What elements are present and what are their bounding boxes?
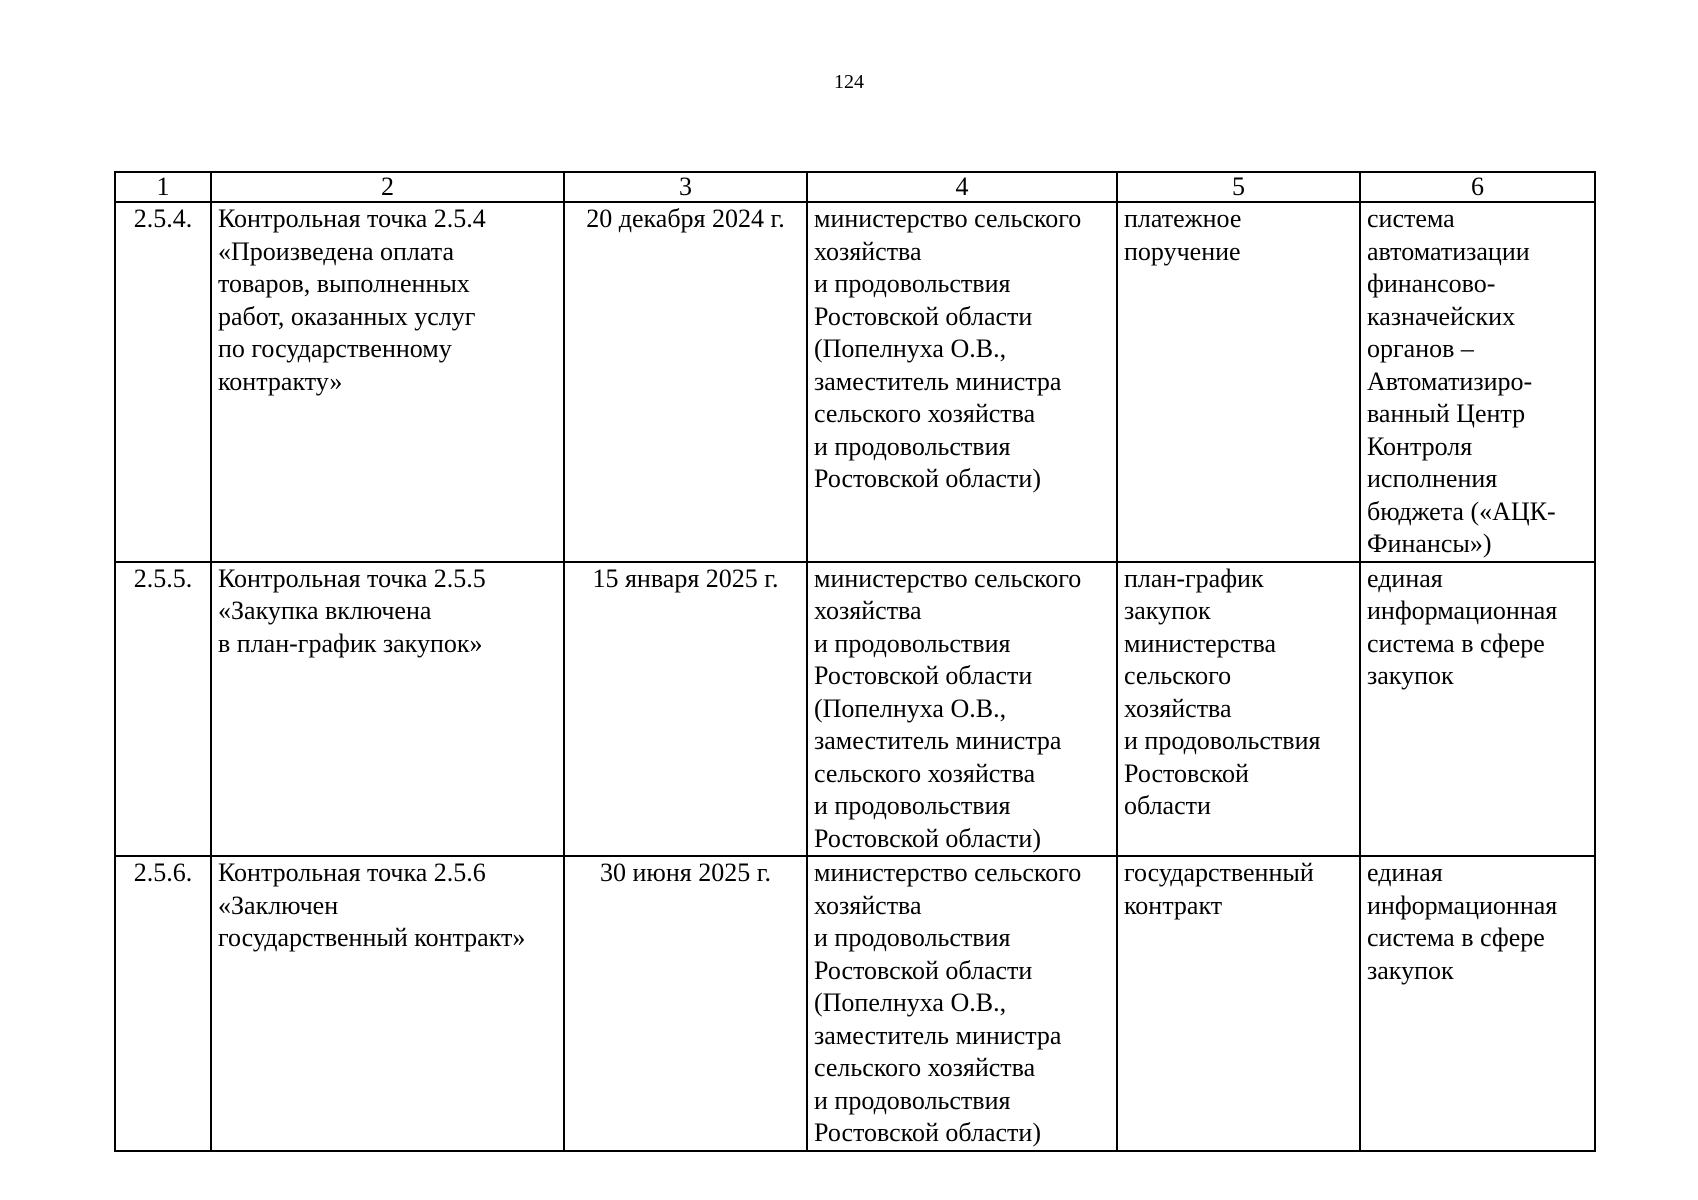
column-header: 6 — [1360, 172, 1595, 202]
document-type-cell: платежное поручение — [1117, 202, 1360, 562]
control-point-name-cell: Контрольная точка 2.5.5 «Закупка включена в план-график закупок» — [211, 562, 564, 857]
info-system-cell: система автоматизации финансово- казначейских органов – Автоматизиро- ванный Центр Контроля исполнения бюджета («АЦК- Финансы») — [1360, 202, 1595, 562]
deadline-date-cell: 30 июня 2025 г. — [564, 856, 807, 1151]
table-row — [115, 856, 1595, 1151]
row-number-cell: 2.5.4. — [115, 202, 211, 562]
info-system-cell: единая информационная система в сфере закупок — [1360, 856, 1595, 1151]
table-row — [115, 202, 1595, 562]
page-number: 124 — [834, 71, 864, 93]
table-header-row — [115, 172, 1595, 202]
responsible-cell: министерство сельского хозяйства и продовольствия Ростовской области (Попелнуха О.В., заместитель министра сельского хозяйства и продовольствия Ростовской области) — [807, 856, 1117, 1151]
column-header: 1 — [115, 172, 211, 202]
control-points-table — [114, 171, 1596, 1152]
deadline-date-cell: 20 декабря 2024 г. — [564, 202, 807, 562]
row-number-cell: 2.5.6. — [115, 856, 211, 1151]
column-header: 2 — [211, 172, 564, 202]
responsible-cell: министерство сельского хозяйства и продовольствия Ростовской области (Попелнуха О.В., заместитель министра сельского хозяйства и продовольствия Ростовской области) — [807, 202, 1117, 562]
info-system-cell: единая информационная система в сфере закупок — [1360, 562, 1595, 857]
row-number-cell: 2.5.5. — [115, 562, 211, 857]
responsible-cell: министерство сельского хозяйства и продовольствия Ростовской области (Попелнуха О.В., заместитель министра сельского хозяйства и продовольствия Ростовской области) — [807, 562, 1117, 857]
table-row — [115, 562, 1595, 857]
column-header: 3 — [564, 172, 807, 202]
document-type-cell: план-график закупок министерства сельского хозяйства и продовольствия Ростовской области — [1117, 562, 1360, 857]
column-header: 5 — [1117, 172, 1360, 202]
column-header: 4 — [807, 172, 1117, 202]
deadline-date-cell: 15 января 2025 г. — [564, 562, 807, 857]
control-point-name-cell: Контрольная точка 2.5.6 «Заключен государственный контракт» — [211, 856, 564, 1151]
document-type-cell: государственный контракт — [1117, 856, 1360, 1151]
control-point-name-cell: Контрольная точка 2.5.4 «Произведена оплата товаров, выполненных работ, оказанных услуг по государственному контракту» — [211, 202, 564, 562]
